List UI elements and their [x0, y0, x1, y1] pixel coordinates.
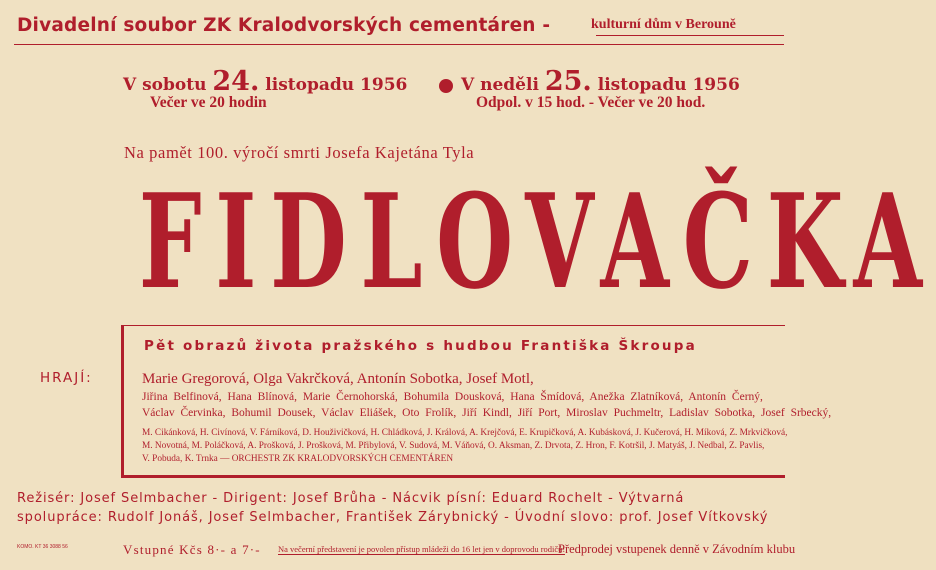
cast-line: M. Cikánková, H. Civínová, V. Fárníková, D. Houživičková, H. Chládková, J. Králová, A. Krejčová, E. Krupičková, A. Kubásková, J. Kučerová, H. Míková, Z. Mrkvičková,: [142, 428, 788, 438]
printer-mark: KOMO. KT 36 3088 56: [17, 544, 68, 550]
date-month: listopadu 1956: [265, 75, 408, 95]
performance-date-2: [461, 66, 740, 97]
venue-line: kulturní dům v Berouně: [591, 17, 736, 32]
header-rule: [14, 44, 784, 45]
play-title: FIDLOVAČKA: [138, 165, 936, 318]
date-day: 24.: [212, 66, 260, 97]
date-prefix: V sobotu: [123, 75, 207, 95]
performance-time-1: Večer ve 20 hodin: [150, 94, 267, 111]
organizer-line: Divadelní soubor ZK Kralodvorských cementáren -: [17, 15, 551, 36]
date-month: listopadu 1956: [597, 75, 740, 95]
date-prefix: V neděli: [461, 75, 539, 95]
cast-line: V. Pobuda, K. Trnka — ORCHESTR ZK KRALODVORSKÝCH CEMENTÁREN: [142, 454, 454, 464]
presale-info: Předprodej vstupenek denně v Závodním klubu: [558, 542, 796, 556]
credits-line-2: spolupráce: Rudolf Jonáš, Josef Selmbacher, František Zárybnický - Úvodní slovo: prof. Josef Vítkovský: [17, 510, 769, 525]
youth-notice: Na večerní představení je povolen přístup mládeži do 16 let jen v doprovodu rodičů!: [278, 544, 566, 554]
venue-underline: [596, 35, 784, 36]
date-day: 25.: [544, 66, 592, 97]
cast-line: Jiřina Belfinová, Hana Blínová, Marie Černohorská, Bohumila Dousková, Hana Šmídová, Anežka Zlatníková, Antonín Černý,: [142, 391, 763, 403]
play-subtitle: Pět obrazů života pražského s hudbou Františka Škroupa: [144, 338, 697, 354]
bullet-separator: [439, 79, 453, 93]
performance-date-1: [123, 66, 407, 97]
admission-price: Vstupné Kčs 8·- a 7·-: [123, 542, 261, 557]
cast-line: M. Novotná, M. Poláčková, A. Prošková, J. Prošková, M. Přibylová, V. Sudová, M. Váňová, O. Aksman, Z. Drvota, Z. Hron, F. Kotršil, J. Matyáš, J. Nedbal, Z. Pavlis,: [142, 441, 765, 451]
cast-line: Václav Červinka, Bohumil Dousek, Václav Eliášek, Oto Frolík, Jiří Kindl, Jiří Port, Miroslav Puchmeltr, Ladislav Sobotka, Josef Srbecký,: [142, 407, 832, 419]
memorial-dedication: Na pamět 100. výročí smrti Josefa Kajetána Tyla: [124, 143, 475, 162]
performance-time-2: Odpol. v 15 hod. - Večer ve 20 hod.: [476, 94, 706, 111]
credits-line-1: Režisér: Josef Selmbacher - Dirigent: Josef Brůha - Nácvik písní: Eduard Rochelt - Výtvarná: [17, 491, 685, 506]
cast-lead-line: Marie Gregorová, Olga Vakrčková, Antonín Sobotka, Josef Motl,: [142, 371, 534, 387]
cast-label: HRAJÍ:: [40, 370, 93, 386]
